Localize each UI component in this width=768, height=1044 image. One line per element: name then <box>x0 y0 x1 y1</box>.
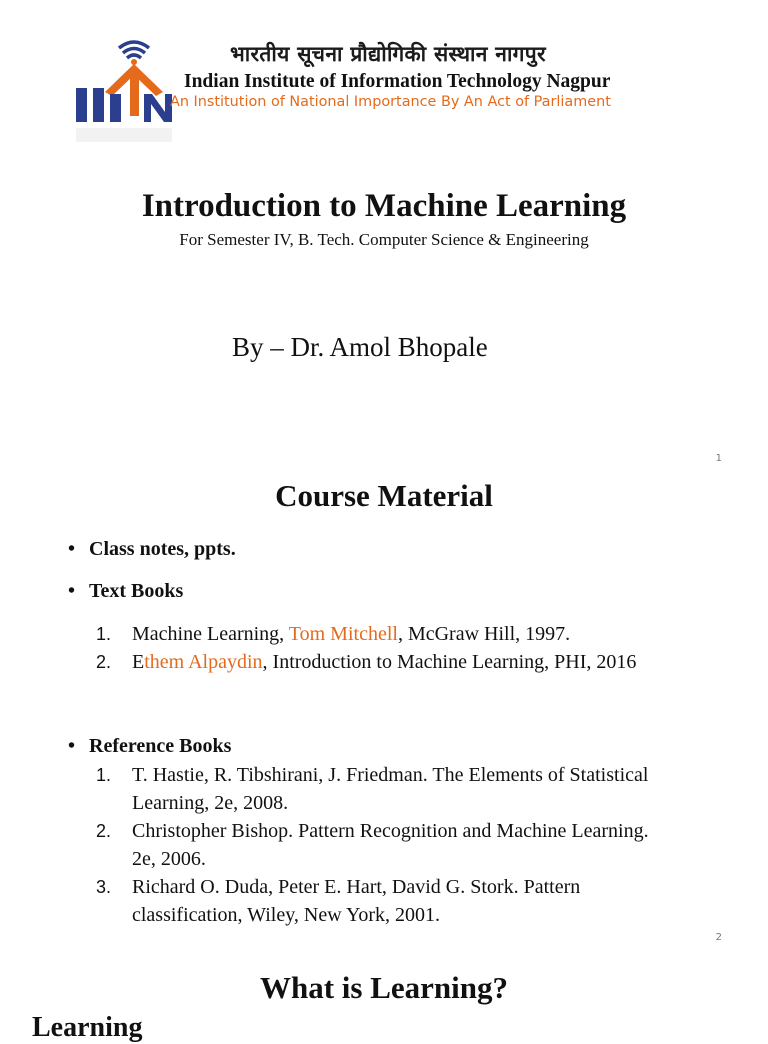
bullet-class-notes <box>68 538 236 561</box>
list-text: Richard O. Duda, Peter E. Hart, David G. Stork. Pattern classification, Wiley, New York, 2001. <box>132 876 581 926</box>
list-text: Ethem Alpaydin, Introduction to Machine Learning, PHI, 2016 <box>132 651 637 673</box>
list-text: T. Hastie, R. Tibshirani, J. Friedman. The Elements of Statistical Learning, 2e, 2008. <box>132 764 649 814</box>
institute-name-hindi: भारतीय सूचना प्रौद्योगिकी संस्थान नागपुर <box>230 42 546 66</box>
institute-name: Indian Institute of Information Technology Nagpur <box>184 71 611 92</box>
author-highlight: Tom Mitchell <box>288 623 398 645</box>
bullet-text: Text Books <box>89 580 184 602</box>
slide-subtitle: For Semester IV, B. Tech. Computer Science & Engineering <box>179 230 589 249</box>
page-number: 1 <box>715 453 722 464</box>
author-highlight: them Alpaydin <box>144 651 263 673</box>
course-material-slide <box>0 470 768 950</box>
bullet-text: Class notes, ppts. <box>89 538 236 560</box>
textbook-item <box>96 648 706 676</box>
reference-item <box>96 873 666 929</box>
list-number: 3. <box>96 877 112 897</box>
list-number: 2. <box>96 652 112 672</box>
slide-title: What is Learning? <box>259 970 509 1005</box>
reference-item <box>96 761 656 817</box>
list-number: 1. <box>96 624 112 644</box>
bullet-text-books <box>68 580 183 603</box>
title-slide <box>0 0 768 470</box>
reference-item <box>96 817 656 873</box>
list-text: Christopher Bishop. Pattern Recognition and Machine Learning. 2e, 2006. <box>132 820 649 870</box>
author-line: By – Dr. Amol Bhopale <box>232 332 488 362</box>
cut-off-text: Learning <box>32 1012 143 1043</box>
page-number: 2 <box>715 932 722 943</box>
what-is-learning-slide <box>0 950 768 1043</box>
bullet-text: Reference Books <box>89 735 232 757</box>
institute-subtitle: An Institution of National Importance By An Act of Parliament <box>170 94 611 110</box>
bullet-reference-books <box>68 735 231 758</box>
slide-title: Introduction to Machine Learning <box>141 188 627 224</box>
list-text: Machine Learning, Tom Mitchell, McGraw Hill, 1997. <box>132 623 571 645</box>
list-number: 2. <box>96 821 112 841</box>
textbook-item <box>96 620 706 648</box>
slide-title: Course Material <box>275 478 493 513</box>
list-number: 1. <box>96 765 112 785</box>
iiitn-logo-icon <box>72 36 174 146</box>
